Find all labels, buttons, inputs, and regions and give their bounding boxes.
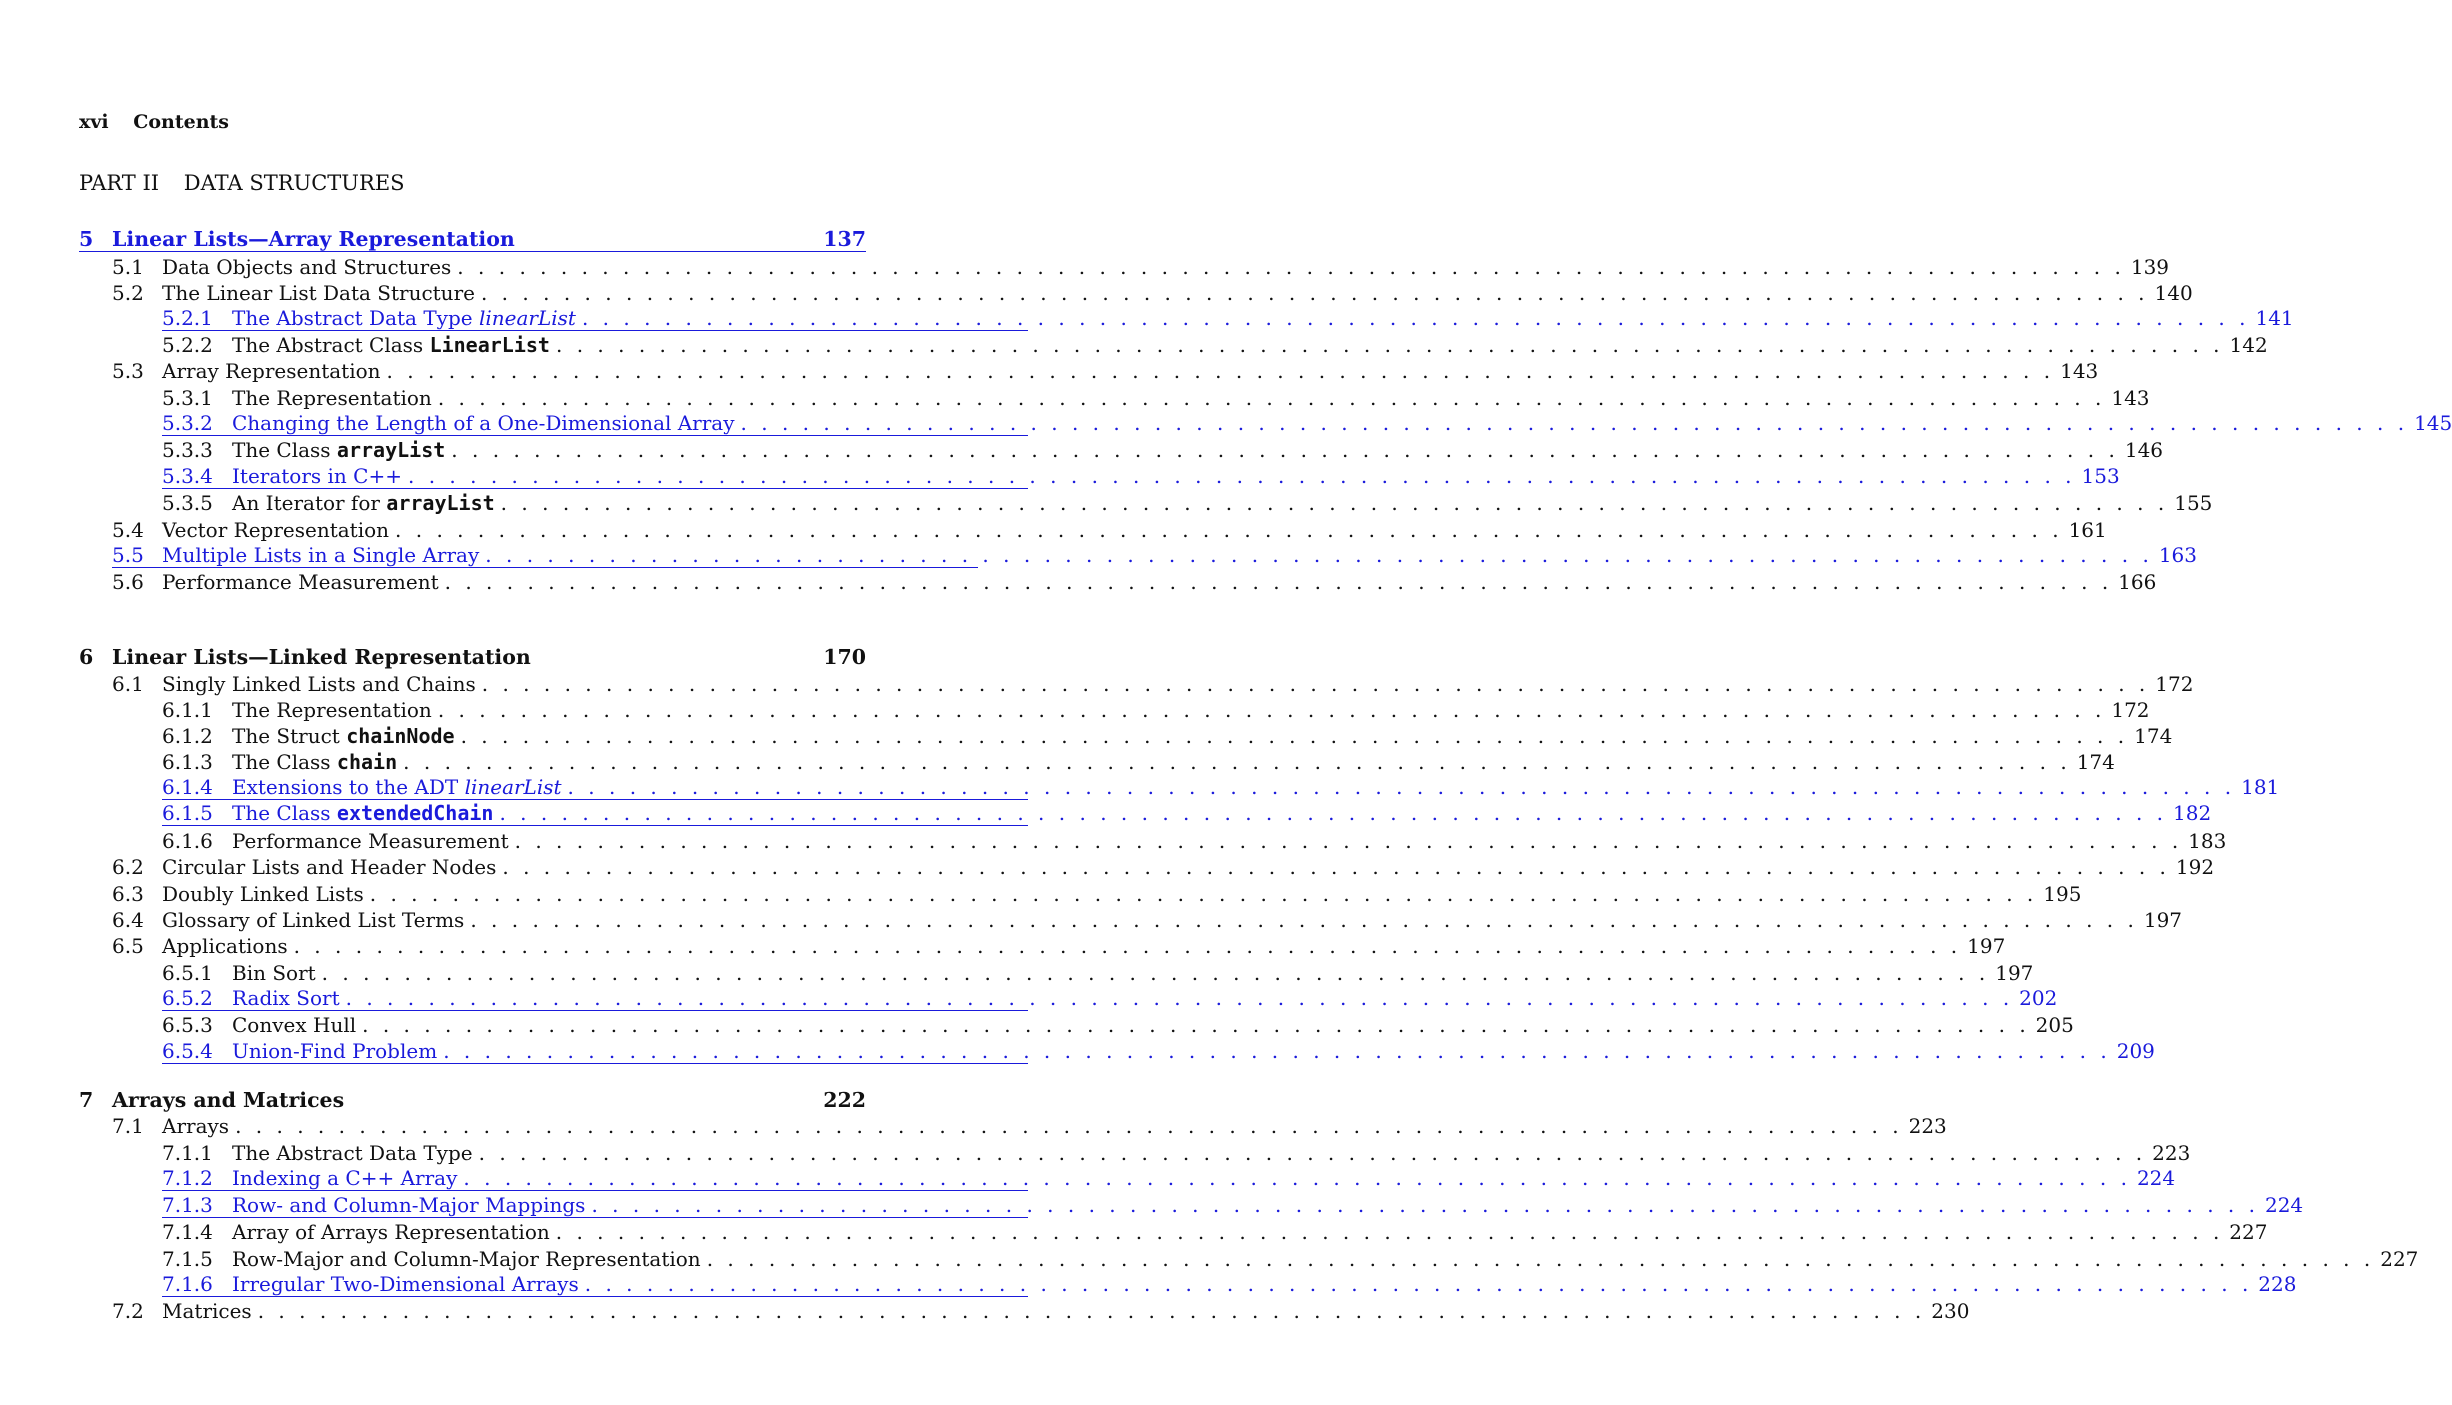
leader (485, 543, 2153, 567)
page-number: 223 (2152, 1141, 2191, 1165)
leader (362, 1013, 2030, 1037)
entry-title: The Linear List Data Structure (162, 281, 475, 305)
leader (451, 438, 2119, 462)
entry-number: 5.3.4 (162, 464, 213, 488)
leader (585, 1272, 2253, 1296)
leader (502, 855, 2170, 879)
toc-entry-5-3[interactable] (0, 357, 2099, 383)
entry-title: Row-Major and Column-Major Representation (232, 1247, 701, 1271)
entry-title: An Iterator for arrayList (232, 491, 495, 515)
toc-entry-6-1-1[interactable] (0, 696, 2150, 722)
toc-entry-6-4[interactable] (0, 906, 2183, 932)
entry-number: 6.1.2 (162, 724, 213, 748)
leader (294, 934, 1962, 958)
toc-entry-6-2[interactable] (0, 853, 2215, 879)
toc-entry-5-2-2[interactable] (0, 331, 2268, 357)
toc-entry-6-5-4[interactable] (0, 1038, 2155, 1064)
entry-title: Matrices (162, 1299, 252, 1323)
toc-entry-6-5-1[interactable] (0, 959, 2034, 985)
page-number: 183 (2188, 829, 2227, 853)
entry-number: 6.5 (112, 934, 144, 958)
entry-number: 6.1.3 (162, 750, 213, 774)
entry-number: 6.3 (112, 882, 144, 906)
entry-title: Row- and Column-Major Mappings (232, 1193, 586, 1217)
toc-entry-5-3-1[interactable] (0, 384, 2150, 410)
page-number: 139 (2130, 255, 2170, 279)
page-number: 166 (2118, 570, 2157, 594)
entry-title: Circular Lists and Header Nodes (162, 855, 497, 879)
entry-code: arrayList (336, 438, 446, 462)
toc-entry-6-5-3[interactable] (0, 1011, 2074, 1037)
page-number: 140 (2154, 281, 2193, 305)
page-number: 163 (2158, 543, 2197, 567)
toc-entry-5-4[interactable] (0, 516, 2107, 542)
entry-number: 6.5.1 (162, 961, 213, 985)
entry-title: The Abstract Class LinearList (232, 333, 550, 357)
toc-entry-7-2[interactable] (0, 1297, 1970, 1323)
entry-number: 6.1.1 (162, 698, 213, 722)
entry-title: The Class arrayList (232, 438, 446, 462)
entry-title: Array of Arrays Representation (232, 1220, 550, 1244)
page-number: 137 (823, 227, 866, 251)
entry-term: linearList (464, 775, 562, 799)
entry-title: The Struct chainNode (232, 724, 455, 748)
entry-title: Changing the Length of a One-Dimensional Array (232, 411, 735, 435)
entry-number: 5.1 (112, 255, 144, 279)
toc-chapter-6[interactable] (0, 643, 866, 669)
page-number: 228 (2258, 1272, 2297, 1296)
entry-number: 5.4 (112, 518, 144, 542)
entry-number: 5.3.5 (162, 491, 213, 515)
entry-title: Glossary of Linked List Terms (162, 908, 465, 932)
page-number: 224 (2264, 1193, 2304, 1217)
part-label: PART II (79, 171, 160, 195)
page-number: 181 (2241, 775, 2280, 799)
page-number: 141 (2255, 306, 2294, 330)
entry-number: 5.3.3 (162, 438, 213, 462)
entry-number: 5.2.2 (162, 333, 213, 357)
page-number: 172 (2111, 698, 2150, 722)
entry-code: LinearList (429, 333, 550, 357)
page-number: 142 (2229, 333, 2268, 357)
page-number: 146 (2124, 438, 2164, 462)
toc-entry-7-1-1[interactable] (0, 1139, 2191, 1165)
toc-entry-5-5[interactable] (0, 542, 2197, 568)
entry-number: 7.2 (112, 1299, 144, 1323)
entry-number: 5.3.1 (162, 386, 213, 410)
toc-entry-6-3[interactable] (0, 880, 2082, 906)
entry-number: 6.2 (112, 855, 144, 879)
page-number: 222 (823, 1088, 866, 1112)
entry-title: Data Objects and Structures (162, 255, 452, 279)
toc-entry-6-1[interactable] (0, 670, 2194, 696)
part-heading (79, 170, 405, 196)
toc-entry-7-1-4[interactable] (0, 1218, 2268, 1244)
entry-code: arrayList (386, 491, 495, 515)
page-number: 197 (1995, 961, 2034, 985)
entry-number: 7.1.4 (162, 1220, 213, 1244)
leader (568, 775, 2236, 799)
entry-title: Multiple Lists in a Single Array (162, 543, 480, 567)
page-number: 202 (2019, 986, 2058, 1010)
page-number: 195 (2043, 882, 2082, 906)
entry-title: Iterators in C++ (232, 464, 402, 488)
leader (591, 1193, 2259, 1217)
toc-entry-6-1-5[interactable] (0, 800, 2212, 826)
entry-number: 7.1.3 (162, 1193, 213, 1217)
page-number: 161 (2068, 518, 2107, 542)
leader (235, 1114, 1903, 1138)
leader (408, 464, 2076, 488)
page-number: 153 (2081, 464, 2120, 488)
part-title: DATA STRUCTURES (183, 171, 405, 195)
chapter-title: Linear Lists—Array Representation (112, 227, 515, 251)
leader (741, 411, 2409, 435)
toc-entry-5-3-3[interactable] (0, 436, 2164, 462)
toc-entry-5-1[interactable] (0, 253, 2170, 279)
entry-title: Applications (162, 934, 288, 958)
toc-entry-5-2-1[interactable] (0, 305, 2294, 331)
entry-number: 7.1 (112, 1114, 144, 1138)
page-number: 170 (823, 645, 866, 669)
page-number: 197 (1967, 934, 2006, 958)
page-number: 227 (2229, 1220, 2268, 1244)
toc-entry-6-1-2[interactable] (0, 722, 2173, 748)
entry-title: Radix Sort (232, 986, 340, 1010)
leader (445, 570, 2113, 594)
chapter-title: Arrays and Matrices (112, 1088, 345, 1112)
leader (582, 306, 2250, 330)
entry-number: 5.3 (112, 359, 144, 383)
running-header (79, 110, 229, 134)
entry-number: 6.1.4 (162, 775, 213, 799)
entry-title: The Abstract Data Type linearList (232, 306, 576, 330)
entry-title: Arrays (162, 1114, 230, 1138)
entry-number: 6.5.4 (162, 1039, 213, 1063)
entry-title: Extensions to the ADT linearList (232, 775, 562, 799)
toc-entry-7-1[interactable] (0, 1112, 1947, 1138)
leader (707, 1247, 2375, 1271)
toc-entry-6-1-4[interactable] (0, 774, 2280, 800)
entry-number: 5.5 (112, 543, 144, 567)
chapter-title: Linear Lists—Linked Representation (112, 645, 531, 669)
page-number: 224 (2136, 1166, 2176, 1190)
entry-number: 6.1.6 (162, 829, 213, 853)
entry-title: Doubly Linked Lists (162, 882, 364, 906)
toc-entry-6-5-2[interactable] (0, 985, 2058, 1011)
leader (438, 698, 2106, 722)
leader (461, 724, 2129, 748)
page-number: 223 (1908, 1114, 1947, 1138)
entry-number: 5.6 (112, 570, 144, 594)
entry-number: 5.2.1 (162, 306, 213, 330)
entry-title: Indexing a C++ Array (232, 1166, 458, 1190)
entry-code: chainNode (346, 724, 455, 748)
page-number: 145 (2414, 411, 2452, 435)
entry-title: Bin Sort (232, 961, 316, 985)
entry-title: The Representation (232, 698, 432, 722)
toc-entry-6-1-3[interactable] (0, 748, 2115, 774)
leader (482, 672, 2150, 696)
leader (322, 961, 1990, 985)
entry-number: 7.1.2 (162, 1166, 213, 1190)
toc-entry-5-3-5[interactable] (0, 489, 2213, 515)
toc-entry-5-3-4[interactable] (0, 463, 2120, 489)
leader (346, 986, 2014, 1010)
entry-title: Performance Measurement (162, 570, 439, 594)
page-number: 174 (2076, 750, 2115, 774)
entry-number: 6.1.5 (162, 801, 213, 825)
toc-entry-7-1-6[interactable] (0, 1271, 2297, 1297)
toc-entry-5-6[interactable] (0, 568, 2157, 594)
toc-entry-5-2[interactable] (0, 279, 2193, 305)
page-number: 230 (1931, 1299, 1970, 1323)
page-number: 143 (2060, 359, 2099, 383)
leader (395, 518, 2063, 542)
leader (481, 281, 2149, 305)
chapter-number: 5 (79, 227, 94, 251)
leader (403, 750, 2071, 774)
page-number: 205 (2035, 1013, 2074, 1037)
entry-number: 6.5.2 (162, 986, 213, 1010)
toc-chapter-5[interactable] (0, 226, 866, 252)
entry-title: The Class chain (232, 750, 398, 774)
leader (479, 1141, 2147, 1165)
page-number: 182 (2173, 801, 2212, 825)
entry-number: 7.1.5 (162, 1247, 213, 1271)
entry-title: The Abstract Data Type (232, 1141, 473, 1165)
leader (556, 1220, 2224, 1244)
toc-entry-7-1-2[interactable] (0, 1165, 2176, 1191)
page-number: 172 (2155, 672, 2194, 696)
entry-title: Array Representation (162, 359, 381, 383)
header-title: Contents (133, 111, 229, 133)
entry-number: 5.2 (112, 281, 144, 305)
entry-number: 5.3.2 (162, 411, 213, 435)
chapter-number: 6 (79, 645, 94, 669)
page-number: 155 (2174, 491, 2213, 515)
chapter-number: 7 (79, 1088, 94, 1112)
entry-code: extendedChain (336, 801, 494, 825)
entry-title: Convex Hull (232, 1013, 357, 1037)
page-number: 192 (2175, 855, 2215, 879)
entry-title: Performance Measurement (232, 829, 509, 853)
header-page-number: xvi (79, 111, 109, 133)
page-number: 174 (2134, 724, 2173, 748)
leader (258, 1299, 1926, 1323)
toc-entry-7-1-3[interactable] (0, 1192, 2304, 1218)
page-number: 227 (2380, 1247, 2419, 1271)
page-number: 209 (2116, 1039, 2155, 1063)
entry-number: 7.1.1 (162, 1141, 213, 1165)
toc-chapter-7[interactable] (0, 1086, 866, 1112)
entry-title: Irregular Two-Dimensional Arrays (232, 1272, 579, 1296)
toc-entry-6-1-6[interactable] (0, 827, 2227, 853)
entry-title: The Representation (232, 386, 432, 410)
entry-title: The Class extendedChain (232, 801, 494, 825)
entry-number: 6.1 (112, 672, 144, 696)
leader (438, 386, 2106, 410)
page-number: 143 (2111, 386, 2150, 410)
entry-code: chain (336, 750, 398, 774)
entry-title: Union-Find Problem (232, 1039, 438, 1063)
toc-entry-6-5[interactable] (0, 932, 2006, 958)
entry-number: 7.1.6 (162, 1272, 213, 1296)
leader (457, 255, 2125, 279)
leader (387, 359, 2055, 383)
entry-title: Singly Linked Lists and Chains (162, 672, 476, 696)
toc-entry-5-3-2[interactable] (0, 410, 2452, 436)
entry-title: Vector Representation (162, 518, 390, 542)
leader (370, 882, 2038, 906)
leader (470, 908, 2138, 932)
entry-term: linearList (478, 306, 576, 330)
leader (499, 801, 2167, 825)
leader (463, 1166, 2131, 1190)
entry-number: 6.5.3 (162, 1013, 213, 1037)
leader (443, 1039, 2111, 1063)
leader (501, 491, 2169, 515)
toc-entry-7-1-5[interactable] (0, 1245, 2419, 1271)
entry-number: 6.4 (112, 908, 144, 932)
page-number: 197 (2143, 908, 2183, 932)
leader (556, 333, 2224, 357)
leader (515, 829, 2183, 853)
